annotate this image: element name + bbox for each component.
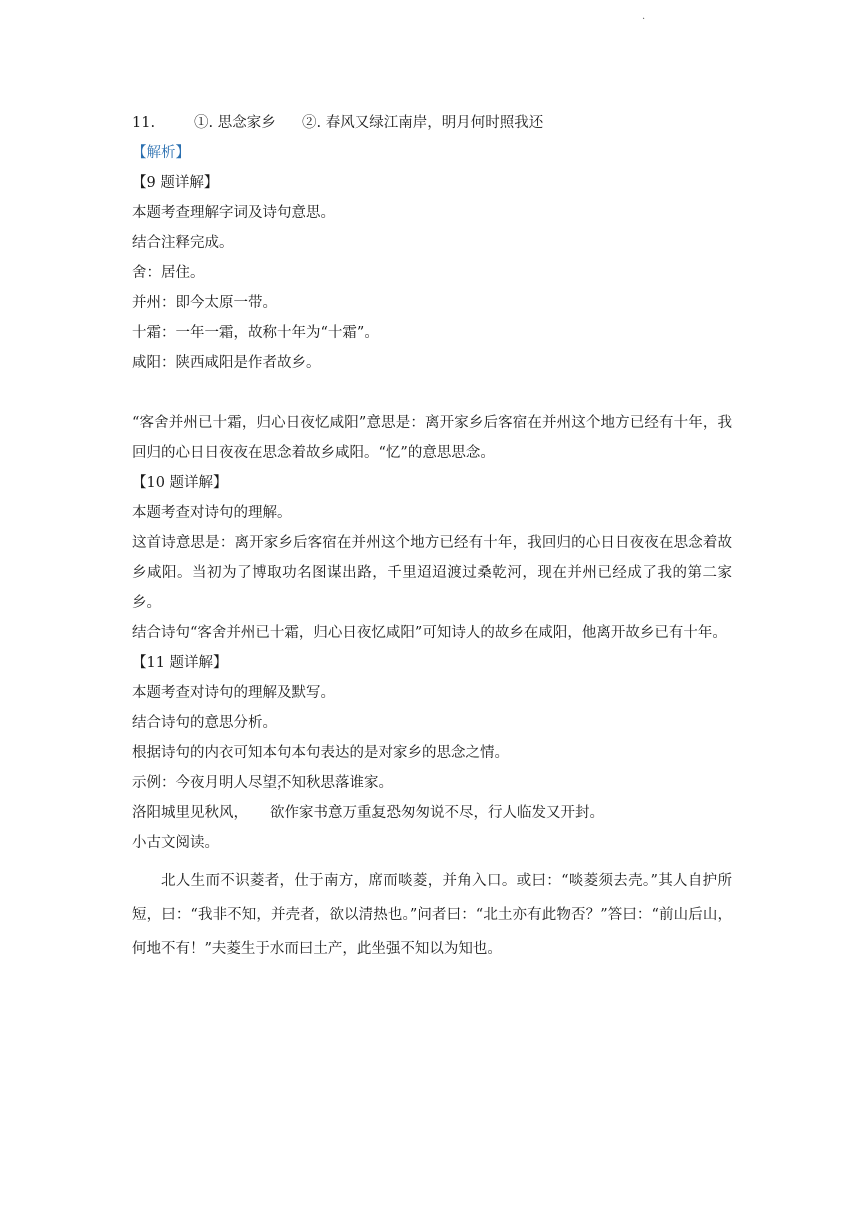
q10-paragraph-2: 结合诗句“客舍并州已十霜，归心日夜忆咸阳”可知诗人的故乡在咸阳，他离开故乡已有十年。: [132, 625, 727, 641]
q11-example-1: [132, 768, 732, 798]
q10-paragraph-1: 这首诗意思是：离开家乡后客宿在并州这个地方已经有十年，我回归的心日日夜夜在思念着故乡咸阳。当初为了博取功名图谋出路，千里迢迢渡过桑乾河，现在并州已经成了我的第二家乡。: [132, 535, 732, 611]
q9-line-2: 结合注释完成。: [132, 235, 234, 251]
answer-item-1: ①. 思念家乡: [194, 115, 276, 131]
q9-heading: 【9 题详解】: [132, 175, 219, 191]
answer-item-2: ②. 春风又绿江南岸，明月何时照我还: [302, 115, 544, 131]
q9-line-6: 咸阳：陕西咸阳是作者故乡。: [132, 355, 321, 371]
q9-line-4: 并州：即今太原一带。: [132, 295, 277, 311]
section-title: 小古文阅读。: [132, 835, 219, 851]
q11-line-3: 根据诗句的内衣可知本句本句表达的是对家乡的思念之情。: [132, 745, 509, 761]
document-page: [132, 108, 732, 966]
q11-heading: 【11 题详解】: [132, 655, 228, 671]
q9-line-1: 本题考查理解字词及诗句意思。: [132, 205, 335, 221]
story-paragraph: 北人生而不识菱者，仕于南方，席而啖菱，并角入口。或曰：“啖菱须去壳。”其人自护所短，曰：“我非不知，并壳者，欲以清热也。”问者曰：“北土亦有此物否？”答曰：“前山后山，何地不有！”夫菱生于水而曰土产，此坐强不知以为知也。: [132, 873, 732, 957]
q11-line-2: 结合诗句的意思分析。: [132, 715, 277, 731]
example-2-b: 欲作家书意万重。: [270, 805, 386, 821]
example-1-a: 示例：今夜月明人尽望，: [132, 775, 292, 791]
q9-line-5: 十霜：一年一霜，故称十年为“十霜”。: [132, 325, 379, 341]
question-number: 11.: [132, 115, 156, 131]
q11-example-2: [132, 798, 732, 828]
corner-mark: ·: [642, 14, 646, 25]
example-2-a: 洛阳城里见秋风，: [132, 805, 248, 821]
answer-line: [132, 108, 732, 138]
q9-paragraph: “客舍并州已十霜，归心日夜忆咸阳”意思是：离开家乡后客宿在并州这个地方已经有十年，我回归的心日日夜夜在思念着故乡咸阳。“忆”的意思思念。: [132, 415, 732, 461]
q10-heading: 【10 题详解】: [132, 475, 228, 491]
q9-line-3: 舍：居住。: [132, 265, 205, 281]
example-1-b: 不知秋思落谁家。: [277, 775, 393, 791]
q10-line-1: 本题考查对诗句的理解。: [132, 505, 292, 521]
analysis-label: 【解析】: [132, 145, 190, 161]
example-2-c: 复恐匆匆说不尽，行人临发又开封。: [372, 805, 604, 821]
q11-line-1: 本题考查对诗句的理解及默写。: [132, 685, 335, 701]
